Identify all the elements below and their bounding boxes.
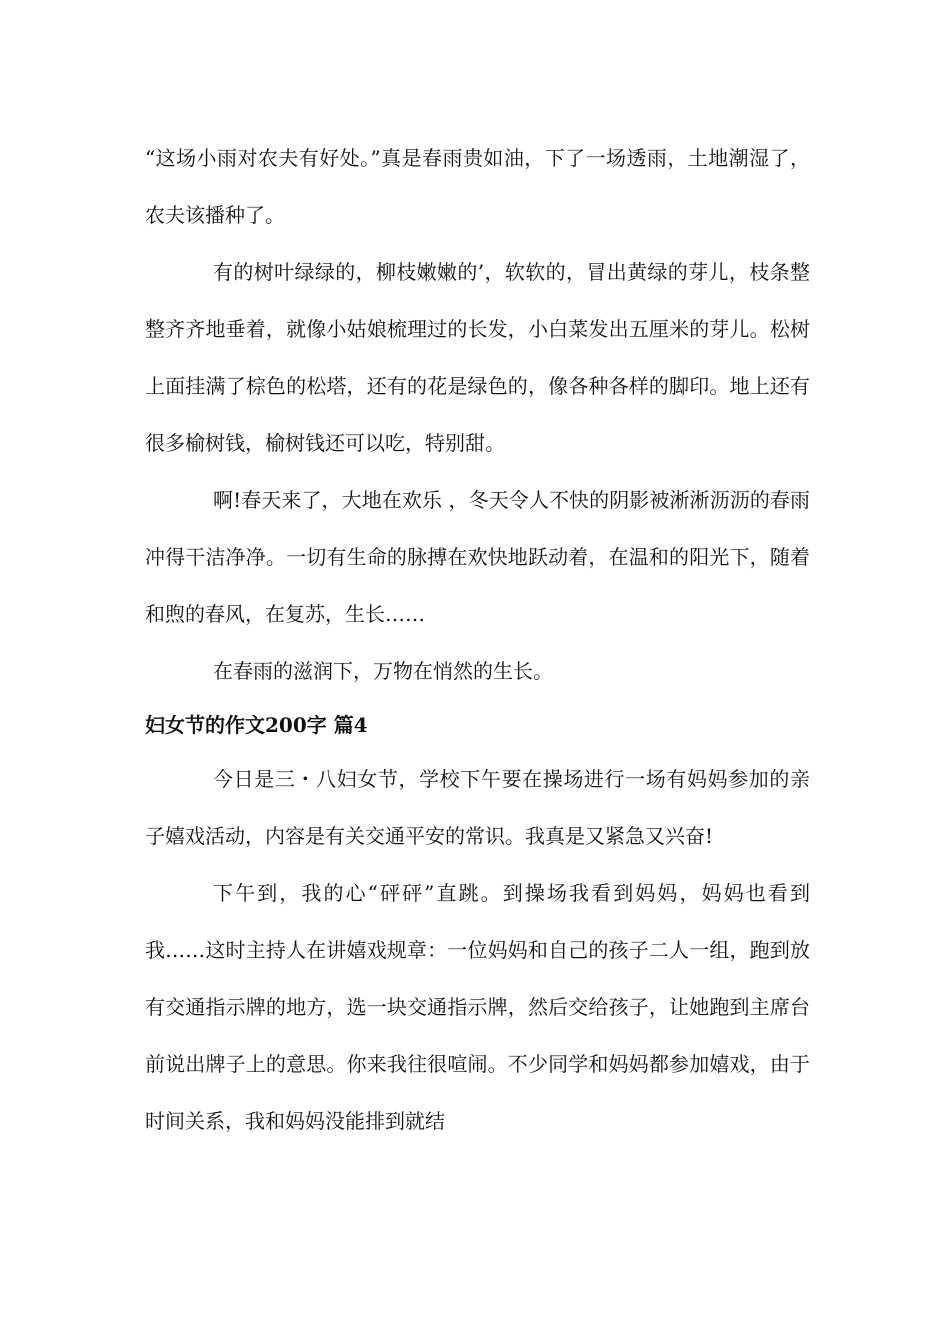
paragraph-1: “这场小雨对农夫有好处。”真是春雨贵如油，下了一场透雨，土地潮湿了，农夫该播种了。 [145, 146, 810, 227]
paragraph-4: 在春雨的滋润下，万物在悄然的生长。 [213, 659, 553, 683]
paragraph-6: 下午到，我的心“砰砰”直跳。到操场我看到妈妈，妈妈也看到我……这时主持人在讲嬉戏规章：一位妈妈和自己的孩子二人一组，跑到放有交通指示牌的地方，选一块交通指示牌，然后交给孩子，让她跑到主席台前说出牌子上的意思。你来我往很喧闹。不少同学和妈妈都参加嬉戏，由于时间关系，我和妈妈没能排到就结 [145, 881, 810, 1133]
section-heading: 妇女节的作文200字 篇4 [145, 713, 368, 737]
document-body [145, 130, 810, 1150]
paragraph-3: 啊!春天来了，大地在欢乐 ，冬天令人不快的阴影被淅淅沥沥的春雨冲得干洁净净。一切有生命的脉搏在欢快地跃动着，在温和的阳光下，随着和煦的春风，在复苏，生长…… [145, 488, 810, 626]
paragraph-5: 今日是三・八妇女节，学校下午要在操场进行一场有妈妈参加的亲子嬉戏活动，内容是有关交通平安的常识。我真是又紧急又兴奋! [145, 767, 810, 848]
paragraph-2: 有的树叶绿绿的，柳枝嫩嫩的’，软软的，冒出黄绿的芽儿，枝条整整齐齐地垂着，就像小姑娘梳理过的长发，小白菜发出五厘米的芽儿。松树上面挂满了棕色的松塔，还有的花是绿色的，像各种各样的脚印。地上还有很多榆树钱，榆树钱还可以吃，特别甜。 [145, 260, 810, 455]
